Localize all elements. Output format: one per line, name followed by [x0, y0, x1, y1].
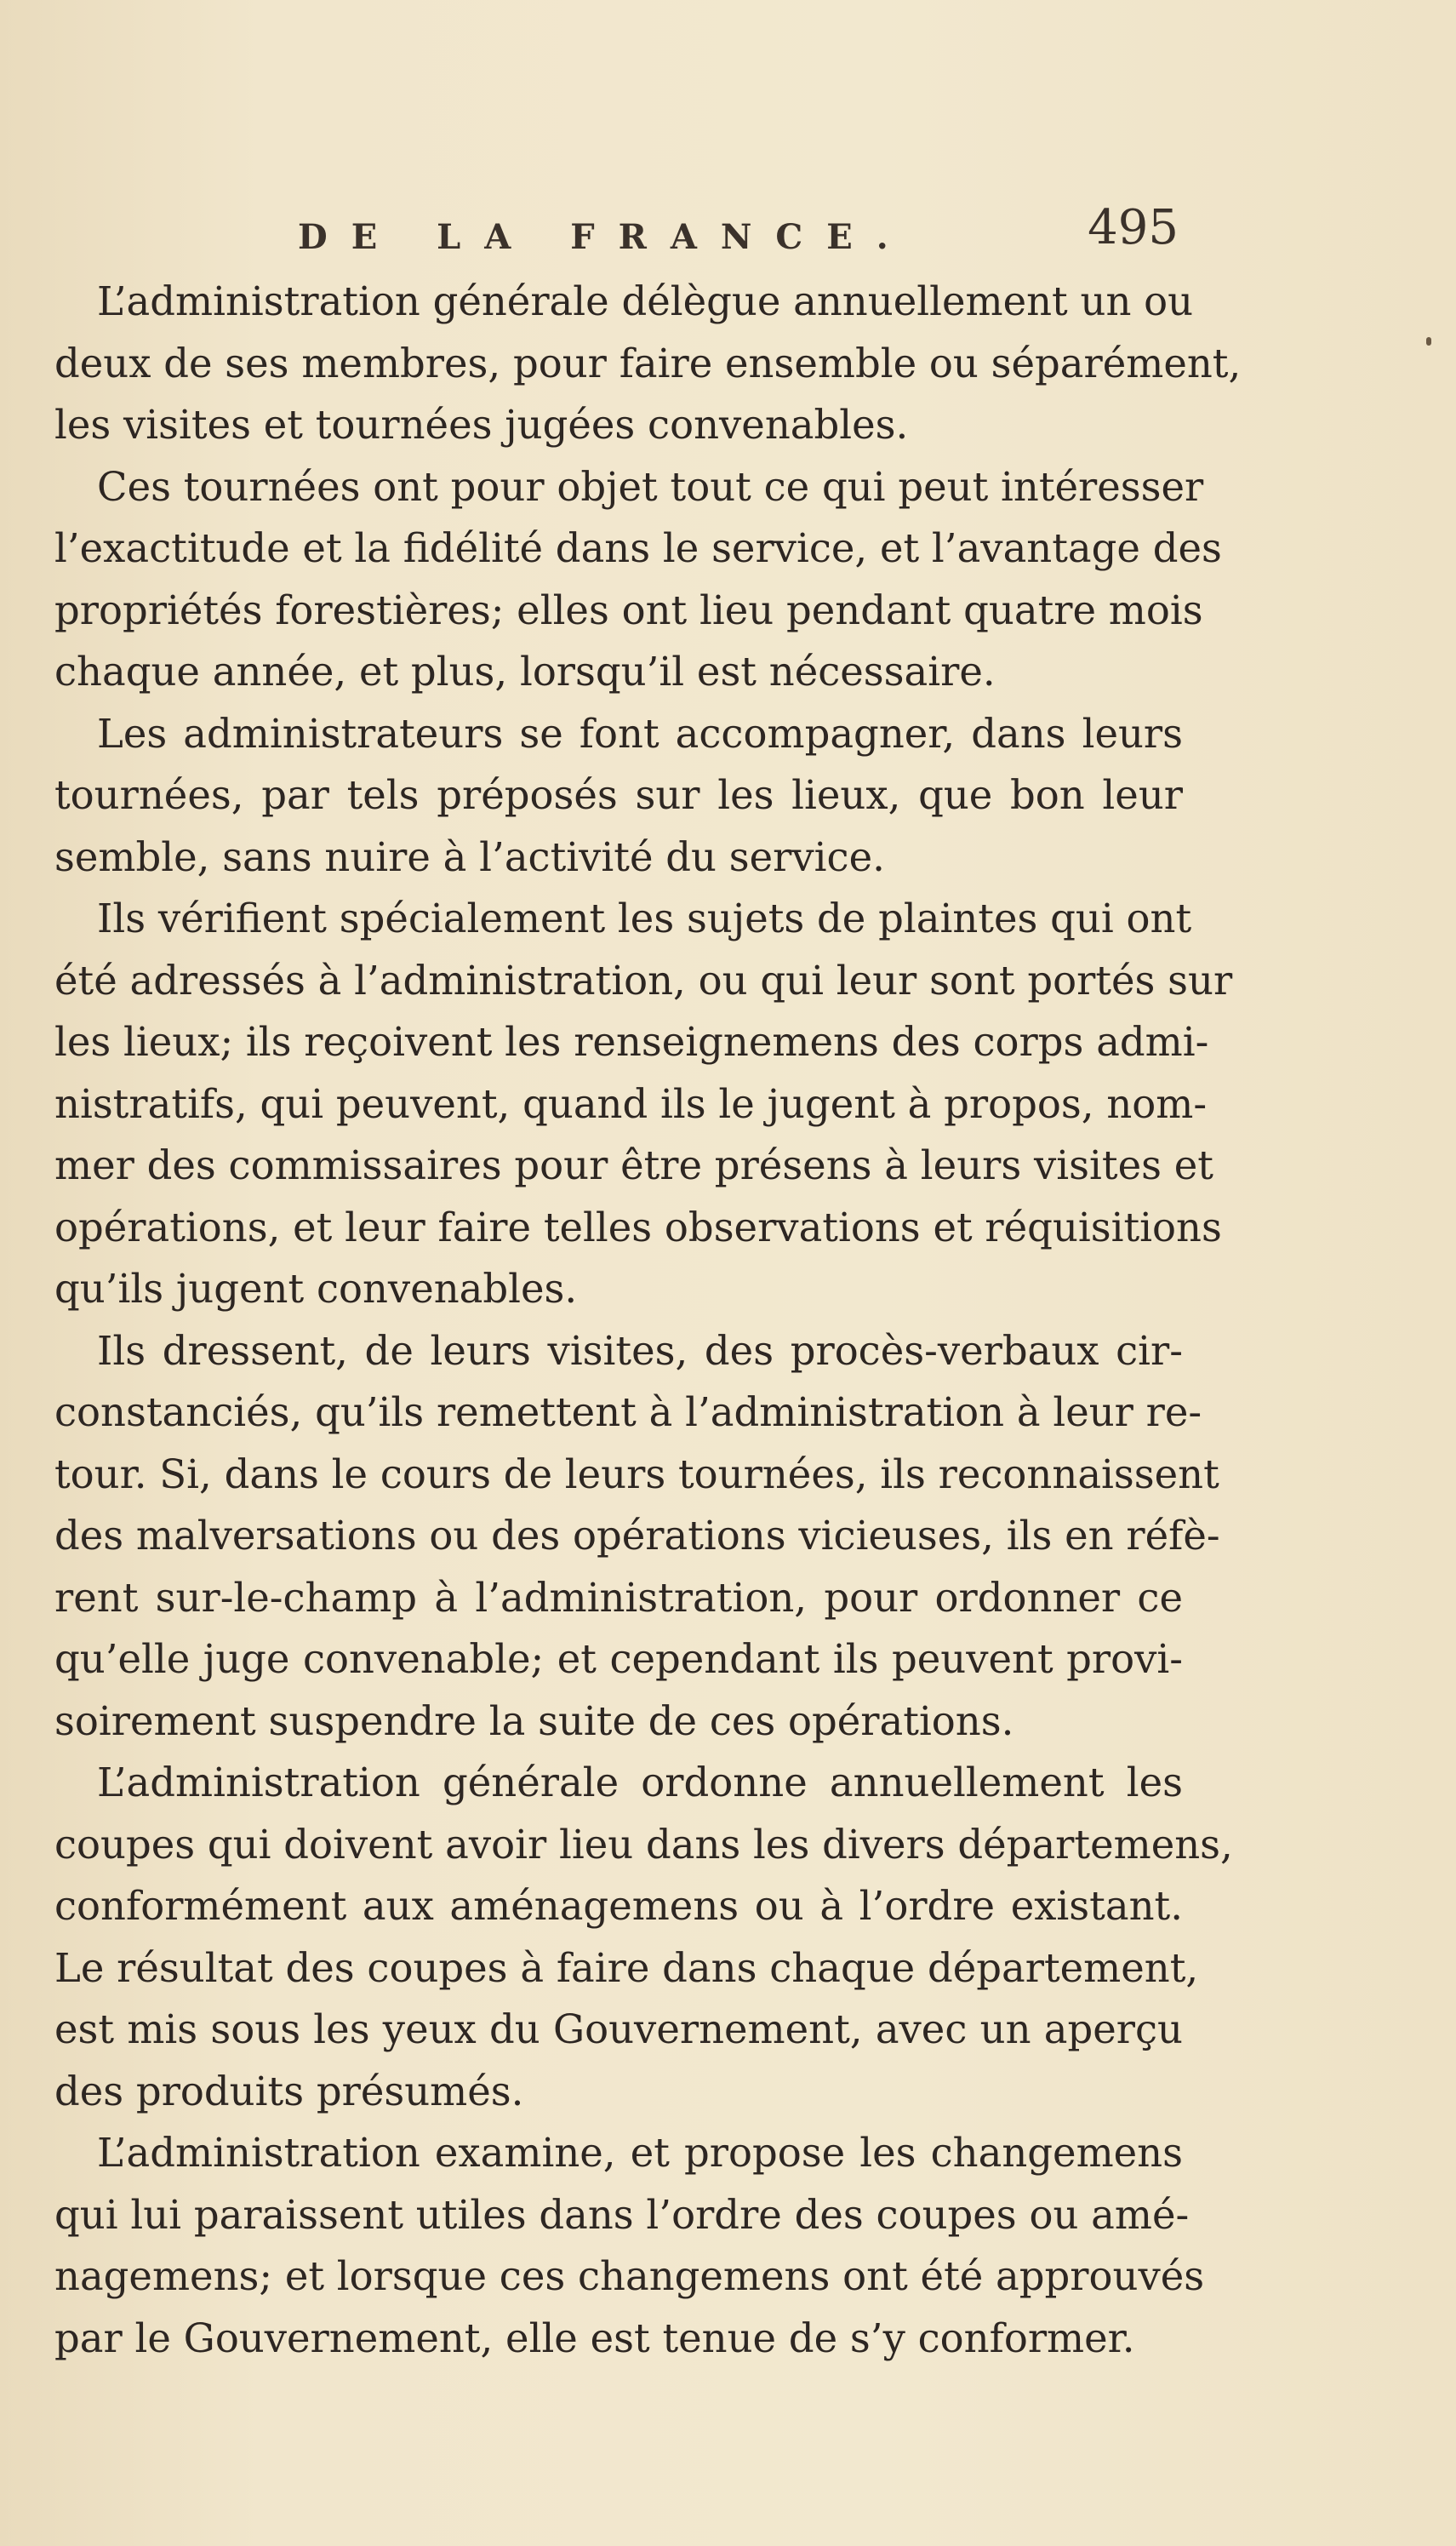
text-line: chaque année, et plus, lorsqu’il est nécessaire.	[54, 649, 996, 695]
text-line: tournées, par tels préposés sur les lieux, que bon leur	[54, 772, 1183, 818]
page-header	[298, 200, 1179, 268]
text-line: nistratifs, qui peuvent, quand ils le jugent à propos, nom-	[54, 1080, 1208, 1127]
text-line: qu’elle juge convenable; et cependant ils peuvent provi-	[54, 1636, 1183, 1682]
running-head: DE LA FRANCE.	[298, 217, 912, 257]
text-line: propriétés forestières; elles ont lieu pendant quatre mois	[54, 586, 1203, 633]
text-line: été adressés à l’administration, ou qui leur sont portés sur	[54, 957, 1233, 1004]
text-line: Les administrateurs se font accompagner, dans leurs	[97, 710, 1183, 757]
text-line: nagemens; et lorsque ces changemens ont été approuvés	[54, 2253, 1205, 2299]
text-line: l’exactitude et la fidélité dans le service, et l’avantage des	[54, 525, 1222, 571]
text-line: deux de ses membres, pour faire ensemble ou séparément,	[54, 340, 1242, 386]
text-line: les visites et tournées jugées convenables.	[54, 402, 909, 448]
paragraph	[54, 1752, 1233, 2122]
text-line: qui lui paraissent utiles dans l’ordre des coupes ou amé-	[54, 2191, 1190, 2238]
page-body	[54, 271, 1242, 2369]
text-line: Le résultat des coupes à faire dans chaque département,	[54, 1944, 1199, 1991]
paper-blemish	[1426, 337, 1431, 346]
text-line: L’administration générale ordonne annuellement les	[97, 1759, 1183, 1805]
page-number: 495	[1088, 200, 1179, 255]
text-line: des produits présumés.	[54, 2068, 524, 2114]
paragraph	[54, 2122, 1205, 2369]
text-line: Ces tournées ont pour objet tout ce qui peut intéresser	[97, 463, 1204, 510]
paragraph	[54, 703, 1183, 889]
text-line: L’administration examine, et propose les changemens	[97, 2130, 1183, 2176]
text-line: par le Gouvernement, elle est tenue de s’y conformer.	[54, 2314, 1135, 2361]
paragraph	[54, 1320, 1220, 1753]
text-line: semble, sans nuire à l’activité du service.	[54, 833, 885, 880]
text-line: soirement suspendre la suite de ces opérations.	[54, 1697, 1014, 1744]
text-line: Ils dressent, de leurs visites, des procès-verbaux cir-	[97, 1327, 1183, 1374]
text-line: les lieux; ils reçoivent les renseignemens des corps admi-	[54, 1019, 1209, 1065]
paragraph	[54, 888, 1233, 1320]
text-line: tour. Si, dans le cours de leurs tournées, ils reconnaissent	[54, 1450, 1219, 1497]
text-line: Ils vérifient spécialement les sujets de plaintes qui ont	[97, 895, 1192, 941]
text-line: conformément aux aménagemens ou à l’ordre existant.	[54, 1883, 1183, 1929]
text-line: L’administration générale délègue annuellement un ou	[97, 278, 1194, 324]
text-line: est mis sous les yeux du Gouvernement, avec un aperçu	[54, 2006, 1183, 2052]
text-line: constanciés, qu’ils remettent à l’administration à leur re-	[54, 1389, 1202, 1435]
text-line: qu’ils jugent convenables.	[54, 1266, 578, 1312]
paragraph	[54, 271, 1242, 456]
text-line: opérations, et leur faire telles observations et réquisitions	[54, 1204, 1222, 1250]
text-line: des malversations ou des opérations vicieuses, ils en réfè-	[54, 1513, 1220, 1559]
text-line: mer des commissaires pour être présens à leurs visites et	[54, 1142, 1213, 1188]
text-line: rent sur-le-champ à l’administration, pour ordonner ce	[54, 1574, 1183, 1621]
text-line: coupes qui doivent avoir lieu dans les divers départemens,	[54, 1821, 1233, 1868]
paragraph	[54, 456, 1222, 703]
